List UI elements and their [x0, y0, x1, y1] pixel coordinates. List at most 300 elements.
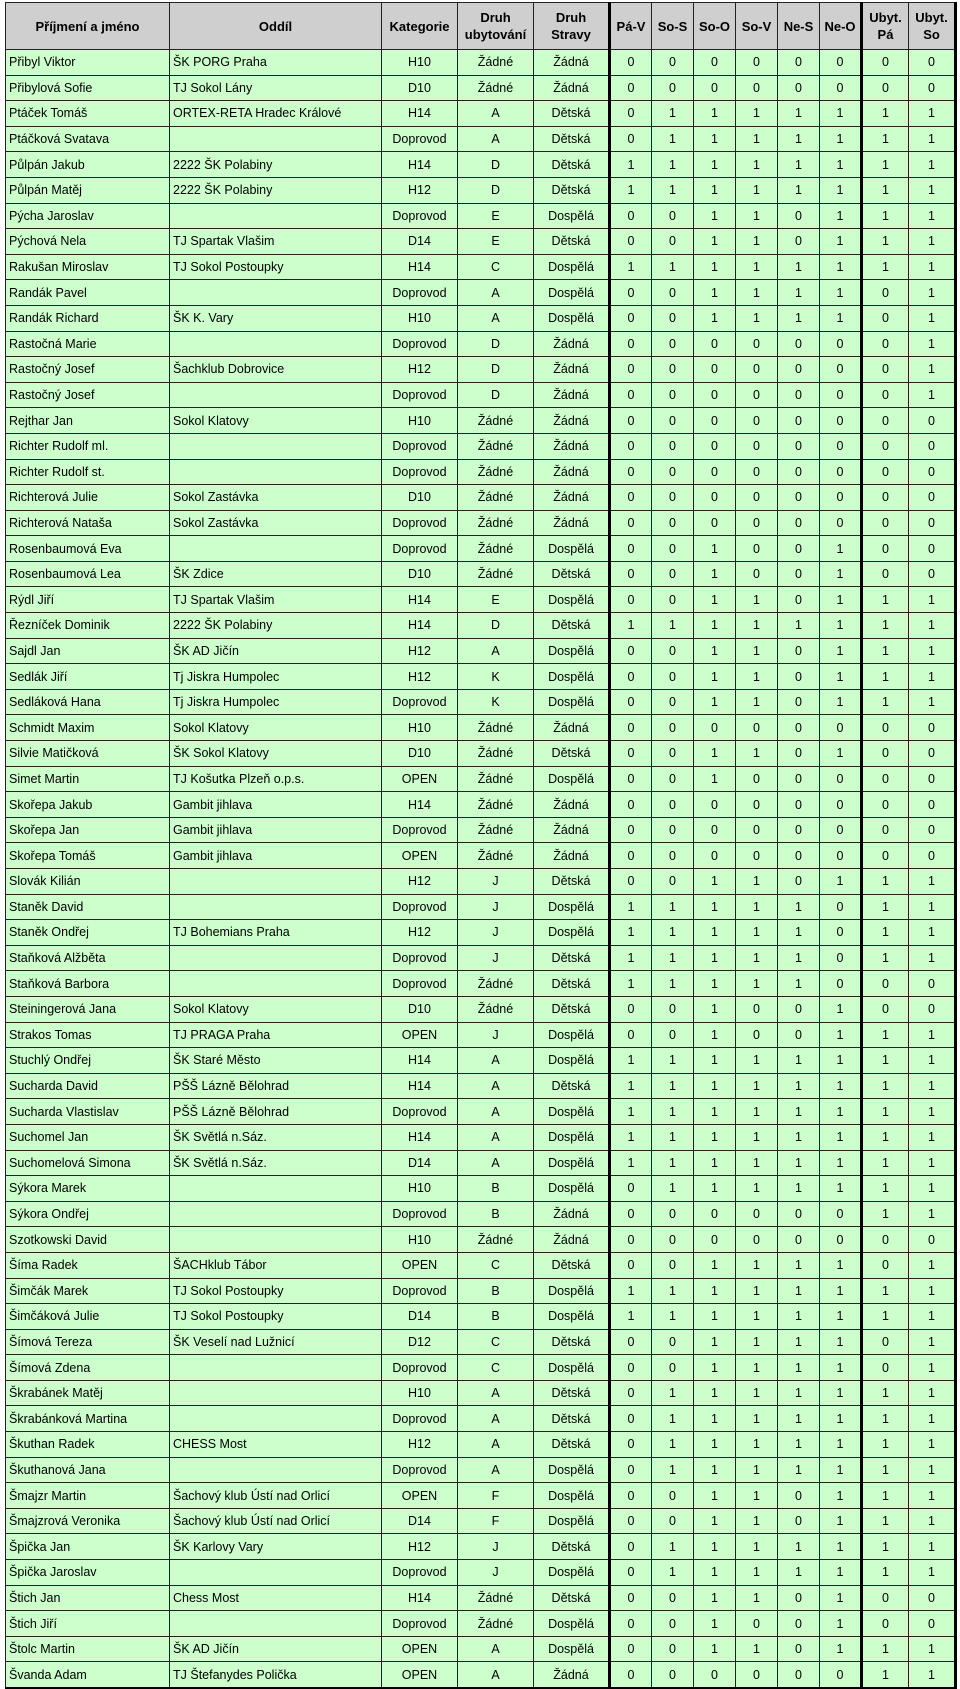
so-s-cell: 1 [652, 894, 694, 920]
so-o-cell: 0 [694, 408, 736, 434]
name-cell: Skořepa Jan [6, 817, 170, 843]
name-cell: Staněk David [6, 894, 170, 920]
table-row[interactable] [6, 459, 956, 485]
so-v-cell: 1 [736, 101, 778, 127]
category-cell: Doprovod [382, 1457, 458, 1483]
ne-o-cell: 1 [820, 664, 862, 690]
table-row[interactable] [6, 1534, 956, 1560]
accommodation-cell: C [458, 1355, 534, 1381]
accommodation-cell: A [458, 101, 534, 127]
table-row[interactable] [6, 1457, 956, 1483]
table-row[interactable] [6, 1124, 956, 1150]
ne-o-cell: 1 [820, 1636, 862, 1662]
accommodation-cell: Žádné [458, 715, 534, 741]
table-row[interactable] [6, 1585, 956, 1611]
header-name[interactable]: Příjmení a jméno [6, 3, 170, 50]
so-v-cell: 1 [736, 945, 778, 971]
ubyt-so-cell: 0 [909, 741, 956, 767]
table-row[interactable] [6, 1483, 956, 1509]
accommodation-cell: F [458, 1483, 534, 1509]
table-row[interactable] [6, 1304, 956, 1330]
club-cell: TJ Spartak Vlašim [170, 587, 382, 613]
header-accommodation[interactable] [458, 3, 534, 50]
ubyt-pa-cell: 0 [862, 1355, 909, 1381]
so-v-cell: 0 [736, 766, 778, 792]
so-s-cell: 0 [652, 1636, 694, 1662]
so-s-cell: 1 [652, 1304, 694, 1330]
ne-s-cell: 1 [778, 1432, 820, 1458]
name-cell: Půlpán Jakub [6, 152, 170, 178]
accommodation-cell: A [458, 1048, 534, 1074]
club-cell: ŠK Světlá n.Sáz. [170, 1124, 382, 1150]
table-row[interactable] [6, 1611, 956, 1637]
pa-v-cell: 0 [610, 996, 652, 1022]
table-row[interactable] [6, 50, 956, 76]
table-row[interactable] [6, 152, 956, 178]
ne-o-cell: 1 [820, 1560, 862, 1586]
club-cell: Sokol Zastávka [170, 485, 382, 511]
category-cell: H12 [382, 177, 458, 203]
pa-v-cell: 1 [610, 1048, 652, 1074]
so-s-cell: 0 [652, 741, 694, 767]
so-o-cell: 1 [694, 638, 736, 664]
category-cell: Doprovod [382, 510, 458, 536]
ubyt-so-cell: 1 [909, 869, 956, 895]
header-so-s[interactable]: So-S [652, 3, 694, 50]
ubyt-pa-cell: 1 [862, 1662, 909, 1688]
table-row[interactable] [6, 1508, 956, 1534]
so-v-cell: 0 [736, 408, 778, 434]
category-cell: H14 [382, 613, 458, 639]
ne-s-cell: 0 [778, 869, 820, 895]
accommodation-cell: Žádné [458, 536, 534, 562]
ne-s-cell: 0 [778, 741, 820, 767]
so-s-cell: 1 [652, 920, 694, 946]
so-o-cell: 1 [694, 741, 736, 767]
ubyt-so-cell: 0 [909, 536, 956, 562]
name-cell: Ptáčková Svatava [6, 126, 170, 152]
header-club[interactable]: Oddíl [170, 3, 382, 50]
table-row[interactable] [6, 715, 956, 741]
name-cell: Skořepa Jakub [6, 792, 170, 818]
so-o-cell: 0 [694, 510, 736, 536]
table-row[interactable] [6, 1560, 956, 1586]
table-row[interactable] [6, 1636, 956, 1662]
ne-s-cell: 1 [778, 1099, 820, 1125]
so-v-cell: 0 [736, 459, 778, 485]
accommodation-cell: Žádné [458, 971, 534, 997]
header-so-v[interactable]: So-V [736, 3, 778, 50]
pa-v-cell: 0 [610, 1329, 652, 1355]
table-row[interactable] [6, 203, 956, 229]
name-cell: Štich Jiří [6, 1611, 170, 1637]
ne-s-cell: 0 [778, 664, 820, 690]
header-meals-line2: Stravy [551, 27, 591, 42]
name-cell: Richter Rudolf st. [6, 459, 170, 485]
ubyt-so-cell: 0 [909, 817, 956, 843]
meals-cell: Dospělá [534, 638, 610, 664]
pa-v-cell: 0 [610, 1355, 652, 1381]
club-cell [170, 1176, 382, 1202]
so-v-cell: 1 [736, 1483, 778, 1509]
club-cell: Chess Most [170, 1585, 382, 1611]
table-row[interactable] [6, 485, 956, 511]
ubyt-pa-cell: 0 [862, 971, 909, 997]
table-row[interactable] [6, 1662, 956, 1688]
table-row[interactable] [6, 1278, 956, 1304]
header-meals[interactable] [534, 3, 610, 50]
meals-cell: Dospělá [534, 1560, 610, 1586]
name-cell: Sýkora Ondřej [6, 1201, 170, 1227]
accommodation-cell: A [458, 1124, 534, 1150]
table-row[interactable] [6, 433, 956, 459]
so-s-cell: 0 [652, 75, 694, 101]
ne-o-cell: 1 [820, 1124, 862, 1150]
so-o-cell: 1 [694, 1585, 736, 1611]
accommodation-cell: Žádné [458, 1227, 534, 1253]
so-s-cell: 1 [652, 1073, 694, 1099]
club-cell: 2222 ŠK Polabiny [170, 613, 382, 639]
name-cell: Richterová Nataša [6, 510, 170, 536]
ubyt-so-cell: 1 [909, 664, 956, 690]
ne-s-cell: 0 [778, 459, 820, 485]
ne-s-cell: 0 [778, 561, 820, 587]
table-row[interactable] [6, 408, 956, 434]
table-row[interactable] [6, 945, 956, 971]
ubyt-so-cell: 1 [909, 1406, 956, 1432]
so-v-cell: 1 [736, 1099, 778, 1125]
name-cell: Steiningerová Jana [6, 996, 170, 1022]
so-s-cell: 0 [652, 869, 694, 895]
meals-cell: Dětská [534, 945, 610, 971]
pa-v-cell: 0 [610, 459, 652, 485]
table-row[interactable] [6, 1355, 956, 1381]
category-cell: Doprovod [382, 280, 458, 306]
accommodation-cell: A [458, 1662, 534, 1688]
so-o-cell: 1 [694, 1304, 736, 1330]
table-row[interactable] [6, 1201, 956, 1227]
accommodation-cell: C [458, 1252, 534, 1278]
table-row[interactable] [6, 331, 956, 357]
club-cell: TJ Sokol Postoupky [170, 254, 382, 280]
pa-v-cell: 0 [610, 1022, 652, 1048]
ubyt-pa-cell: 1 [862, 177, 909, 203]
category-cell: D14 [382, 1150, 458, 1176]
ubyt-pa-cell: 0 [862, 1227, 909, 1253]
meals-cell: Dětská [534, 177, 610, 203]
name-cell: Rejthar Jan [6, 408, 170, 434]
ubyt-pa-cell: 1 [862, 1176, 909, 1202]
accommodation-cell: A [458, 638, 534, 664]
ubyt-so-cell: 0 [909, 459, 956, 485]
table-row[interactable] [6, 101, 956, 127]
category-cell: H14 [382, 792, 458, 818]
so-v-cell: 0 [736, 50, 778, 76]
so-o-cell: 1 [694, 561, 736, 587]
table-row[interactable] [6, 817, 956, 843]
category-cell: H14 [382, 254, 458, 280]
ubyt-pa-cell: 0 [862, 357, 909, 383]
table-row[interactable] [6, 75, 956, 101]
so-o-cell: 1 [694, 152, 736, 178]
ubyt-so-cell: 0 [909, 561, 956, 587]
header-ne-o[interactable]: Ne-O [820, 3, 862, 50]
so-v-cell: 1 [736, 1534, 778, 1560]
so-v-cell: 0 [736, 331, 778, 357]
so-s-cell: 0 [652, 229, 694, 255]
table-row[interactable] [6, 229, 956, 255]
so-s-cell: 0 [652, 1252, 694, 1278]
ne-o-cell: 1 [820, 561, 862, 587]
ubyt-so-cell: 0 [909, 50, 956, 76]
so-v-cell: 0 [736, 382, 778, 408]
meals-cell: Dospělá [534, 1022, 610, 1048]
club-cell: ŠK Staré Město [170, 1048, 382, 1074]
table-row[interactable] [6, 638, 956, 664]
accommodation-cell: A [458, 1099, 534, 1125]
header-category[interactable]: Kategorie [382, 3, 458, 50]
ne-o-cell: 1 [820, 1329, 862, 1355]
meals-cell: Dospělá [534, 1176, 610, 1202]
table-row[interactable] [6, 382, 956, 408]
pa-v-cell: 0 [610, 382, 652, 408]
name-cell: Rakušan Miroslav [6, 254, 170, 280]
so-s-cell: 0 [652, 459, 694, 485]
so-v-cell: 1 [736, 203, 778, 229]
accommodation-cell: Žádné [458, 843, 534, 869]
accommodation-cell: C [458, 254, 534, 280]
so-o-cell: 1 [694, 587, 736, 613]
accommodation-cell: D [458, 382, 534, 408]
so-s-cell: 0 [652, 766, 694, 792]
table-row[interactable] [6, 1406, 956, 1432]
header-pa-v[interactable]: Pá-V [610, 3, 652, 50]
ubyt-pa-cell: 1 [862, 1201, 909, 1227]
so-o-cell: 1 [694, 664, 736, 690]
name-cell: Sucharda David [6, 1073, 170, 1099]
so-s-cell: 1 [652, 1457, 694, 1483]
table-row[interactable] [6, 1048, 956, 1074]
ubyt-so-cell: 1 [909, 1560, 956, 1586]
table-row[interactable] [6, 843, 956, 869]
accommodation-cell: A [458, 1457, 534, 1483]
so-v-cell: 1 [736, 1176, 778, 1202]
table-row[interactable] [6, 1380, 956, 1406]
table-row[interactable] [6, 971, 956, 997]
table-row[interactable] [6, 792, 956, 818]
meals-cell: Žádná [534, 459, 610, 485]
so-o-cell: 1 [694, 1073, 736, 1099]
meals-cell: Žádná [534, 817, 610, 843]
ubyt-pa-cell: 0 [862, 75, 909, 101]
table-row[interactable] [6, 766, 956, 792]
ubyt-pa-cell: 0 [862, 50, 909, 76]
table-row[interactable] [6, 996, 956, 1022]
ne-s-cell: 0 [778, 357, 820, 383]
name-cell: Šímová Tereza [6, 1329, 170, 1355]
pa-v-cell: 1 [610, 894, 652, 920]
name-cell: Šímová Zdena [6, 1355, 170, 1381]
meals-cell: Dětská [534, 996, 610, 1022]
club-cell [170, 945, 382, 971]
pa-v-cell: 0 [610, 1252, 652, 1278]
pa-v-cell: 0 [610, 280, 652, 306]
table-row[interactable] [6, 1022, 956, 1048]
pa-v-cell: 0 [610, 510, 652, 536]
ubyt-pa-cell: 1 [862, 1406, 909, 1432]
so-o-cell: 1 [694, 126, 736, 152]
club-cell [170, 1227, 382, 1253]
meals-cell: Dospělá [534, 920, 610, 946]
ubyt-pa-cell: 1 [862, 229, 909, 255]
club-cell [170, 1380, 382, 1406]
ne-s-cell: 0 [778, 1022, 820, 1048]
table-row[interactable] [6, 1252, 956, 1278]
ne-s-cell: 0 [778, 485, 820, 511]
club-cell [170, 331, 382, 357]
accommodation-cell: Žádné [458, 561, 534, 587]
meals-cell: Dětská [534, 126, 610, 152]
so-v-cell: 0 [736, 433, 778, 459]
pa-v-cell: 1 [610, 1150, 652, 1176]
ne-s-cell: 1 [778, 152, 820, 178]
so-s-cell: 0 [652, 792, 694, 818]
so-s-cell: 0 [652, 1227, 694, 1253]
header-so-o[interactable]: So-O [694, 3, 736, 50]
club-cell: ŠK K. Vary [170, 305, 382, 331]
ne-s-cell: 0 [778, 1201, 820, 1227]
ne-o-cell: 1 [820, 1611, 862, 1637]
ne-s-cell: 1 [778, 305, 820, 331]
ubyt-pa-cell: 0 [862, 766, 909, 792]
table-row[interactable] [6, 280, 956, 306]
table-row[interactable] [6, 741, 956, 767]
pa-v-cell: 0 [610, 203, 652, 229]
so-v-cell: 1 [736, 1636, 778, 1662]
ne-s-cell: 1 [778, 920, 820, 946]
meals-cell: Dospělá [534, 1150, 610, 1176]
category-cell: OPEN [382, 1252, 458, 1278]
name-cell: Skořepa Tomáš [6, 843, 170, 869]
so-s-cell: 1 [652, 101, 694, 127]
club-cell: TJ Spartak Vlašim [170, 229, 382, 255]
table-row[interactable] [6, 1099, 956, 1125]
ubyt-pa-cell: 1 [862, 894, 909, 920]
ne-o-cell: 1 [820, 1508, 862, 1534]
so-s-cell: 0 [652, 408, 694, 434]
table-row[interactable] [6, 536, 956, 562]
name-cell: Přibyl Viktor [6, 50, 170, 76]
category-cell: H10 [382, 305, 458, 331]
ubyt-so-cell: 1 [909, 894, 956, 920]
table-row[interactable] [6, 587, 956, 613]
table-row[interactable] [6, 894, 956, 920]
table-row[interactable] [6, 1150, 956, 1176]
category-cell: H14 [382, 1585, 458, 1611]
table-row[interactable] [6, 664, 956, 690]
pa-v-cell: 1 [610, 1278, 652, 1304]
accommodation-cell: D [458, 613, 534, 639]
table-row[interactable] [6, 613, 956, 639]
meals-cell: Dětská [534, 1406, 610, 1432]
ubyt-pa-cell: 1 [862, 1508, 909, 1534]
category-cell: D10 [382, 561, 458, 587]
table-row[interactable] [6, 510, 956, 536]
so-v-cell: 0 [736, 1662, 778, 1688]
category-cell: H10 [382, 1227, 458, 1253]
table-row[interactable] [6, 1073, 956, 1099]
table-row[interactable] [6, 1176, 956, 1202]
table-row[interactable] [6, 1329, 956, 1355]
so-o-cell: 1 [694, 1457, 736, 1483]
ubyt-so-cell: 1 [909, 177, 956, 203]
name-cell: Schmidt Maxim [6, 715, 170, 741]
table-row[interactable] [6, 254, 956, 280]
table-row[interactable] [6, 357, 956, 383]
so-v-cell: 0 [736, 1227, 778, 1253]
name-cell: Silvie Matičková [6, 741, 170, 767]
table-row[interactable] [6, 126, 956, 152]
table-row[interactable] [6, 561, 956, 587]
ne-s-cell: 1 [778, 1329, 820, 1355]
category-cell: H12 [382, 920, 458, 946]
ne-o-cell: 1 [820, 1432, 862, 1458]
accommodation-cell: J [458, 1560, 534, 1586]
so-o-cell: 1 [694, 203, 736, 229]
ubyt-so-cell: 1 [909, 1252, 956, 1278]
club-cell: TJ PRAGA Praha [170, 1022, 382, 1048]
ne-s-cell: 0 [778, 1662, 820, 1688]
table-row[interactable] [6, 689, 956, 715]
table-row[interactable] [6, 305, 956, 331]
header-ne-s[interactable]: Ne-S [778, 3, 820, 50]
ne-s-cell: 1 [778, 177, 820, 203]
name-cell: Přibylová Sofie [6, 75, 170, 101]
meals-cell: Dospělá [534, 766, 610, 792]
ubyt-pa-cell: 1 [862, 152, 909, 178]
table-row[interactable] [6, 920, 956, 946]
ne-s-cell: 0 [778, 229, 820, 255]
so-s-cell: 1 [652, 1048, 694, 1074]
club-cell [170, 1560, 382, 1586]
ubyt-pa-cell: 0 [862, 459, 909, 485]
so-s-cell: 0 [652, 996, 694, 1022]
ubyt-pa-cell: 0 [862, 485, 909, 511]
meals-cell: Dětská [534, 869, 610, 895]
table-row[interactable] [6, 1227, 956, 1253]
ubyt-pa-cell: 1 [862, 203, 909, 229]
meals-cell: Dětská [534, 1329, 610, 1355]
category-cell: H10 [382, 408, 458, 434]
so-s-cell: 0 [652, 1355, 694, 1381]
table-row[interactable] [6, 869, 956, 895]
table-row[interactable] [6, 1432, 956, 1458]
accommodation-cell: B [458, 1201, 534, 1227]
header-ubyt-pa[interactable] [862, 3, 909, 50]
table-row[interactable] [6, 177, 956, 203]
header-ubyt-so[interactable] [909, 3, 956, 50]
meals-cell: Dětská [534, 1585, 610, 1611]
category-cell: OPEN [382, 766, 458, 792]
ubyt-pa-cell: 1 [862, 638, 909, 664]
ubyt-so-cell: 1 [909, 1662, 956, 1688]
so-s-cell: 0 [652, 638, 694, 664]
ubyt-pa-cell: 0 [862, 408, 909, 434]
category-cell: Doprovod [382, 382, 458, 408]
ubyt-so-cell: 0 [909, 408, 956, 434]
ubyt-so-cell: 1 [909, 638, 956, 664]
so-o-cell: 1 [694, 1483, 736, 1509]
